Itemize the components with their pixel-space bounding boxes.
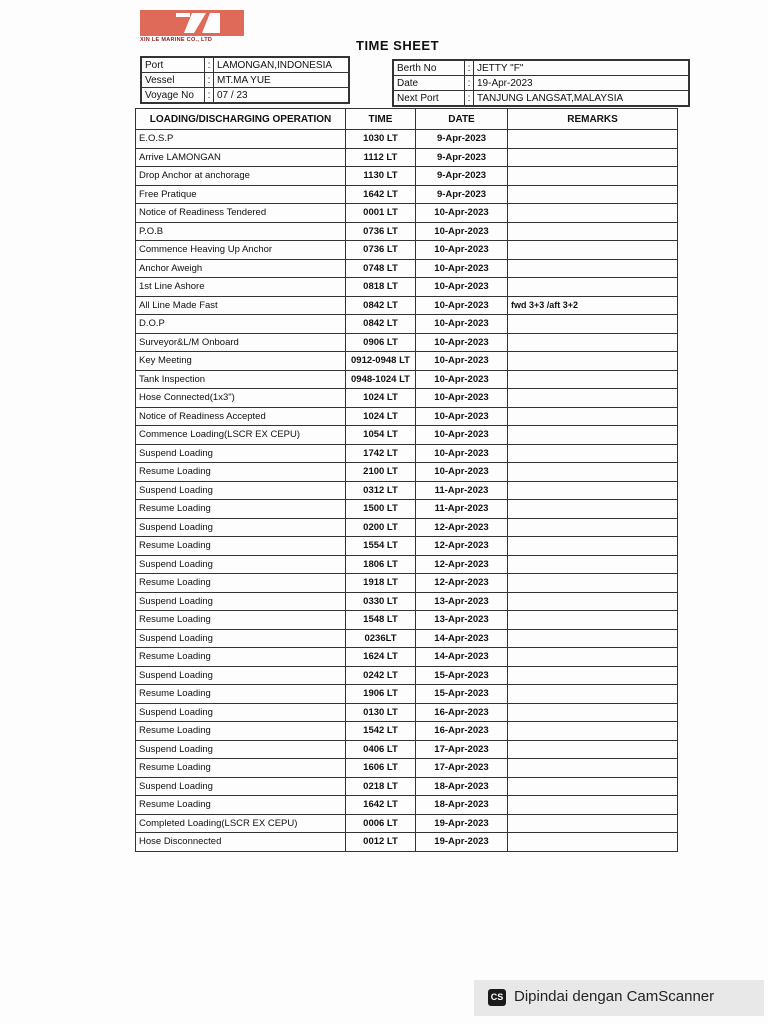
remarks-cell xyxy=(508,740,678,759)
time-cell: 1606 LT xyxy=(346,759,416,778)
time-cell: 0330 LT xyxy=(346,592,416,611)
operation-cell: Suspend Loading xyxy=(136,592,346,611)
time-cell: 1806 LT xyxy=(346,555,416,574)
remarks-cell xyxy=(508,777,678,796)
table-row xyxy=(136,222,678,241)
table-row xyxy=(136,389,678,408)
date-cell: 12-Apr-2023 xyxy=(416,574,508,593)
header-left-label: Voyage No xyxy=(142,88,205,103)
remarks-cell xyxy=(508,685,678,704)
header-right-row xyxy=(394,91,689,106)
time-cell: 0736 LT xyxy=(346,222,416,241)
table-row xyxy=(136,722,678,741)
column-header-date: DATE xyxy=(416,109,508,130)
time-cell: 1642 LT xyxy=(346,796,416,815)
remarks-cell xyxy=(508,518,678,537)
table-header-row xyxy=(136,109,678,130)
operation-cell: Suspend Loading xyxy=(136,777,346,796)
time-cell: 0948-1024 LT xyxy=(346,370,416,389)
date-cell: 10-Apr-2023 xyxy=(416,352,508,371)
table-row xyxy=(136,574,678,593)
table-row xyxy=(136,629,678,648)
time-cell: 1030 LT xyxy=(346,130,416,149)
time-cell: 1918 LT xyxy=(346,574,416,593)
operation-cell: Resume Loading xyxy=(136,500,346,519)
remarks-cell xyxy=(508,315,678,334)
operation-cell: Resume Loading xyxy=(136,611,346,630)
table-row xyxy=(136,333,678,352)
table-row xyxy=(136,777,678,796)
operation-cell: Suspend Loading xyxy=(136,444,346,463)
header-left-row xyxy=(142,73,349,88)
page-title: TIME SHEET xyxy=(356,38,440,53)
time-cell: 0218 LT xyxy=(346,777,416,796)
remarks-cell xyxy=(508,204,678,223)
remarks-cell xyxy=(508,611,678,630)
operation-cell: Suspend Loading xyxy=(136,555,346,574)
operation-cell: Resume Loading xyxy=(136,574,346,593)
operation-cell: Resume Loading xyxy=(136,648,346,667)
operation-cell: Suspend Loading xyxy=(136,481,346,500)
header-left-row xyxy=(142,58,349,73)
header-left-separator: : xyxy=(205,58,214,73)
time-cell: 0001 LT xyxy=(346,204,416,223)
date-cell: 10-Apr-2023 xyxy=(416,204,508,223)
operation-cell: 1st Line Ashore xyxy=(136,278,346,297)
operation-cell: Anchor Aweigh xyxy=(136,259,346,278)
operation-cell: Resume Loading xyxy=(136,463,346,482)
table-row xyxy=(136,167,678,186)
remarks-cell xyxy=(508,259,678,278)
header-right-row xyxy=(394,76,689,91)
date-cell: 10-Apr-2023 xyxy=(416,296,508,315)
date-cell: 16-Apr-2023 xyxy=(416,703,508,722)
table-row xyxy=(136,444,678,463)
date-cell: 17-Apr-2023 xyxy=(416,759,508,778)
table-row xyxy=(136,426,678,445)
header-left-box xyxy=(140,56,350,104)
remarks-cell xyxy=(508,666,678,685)
table-row xyxy=(136,481,678,500)
table-row xyxy=(136,204,678,223)
header-right-separator: : xyxy=(465,61,474,76)
table-row xyxy=(136,685,678,704)
date-cell: 10-Apr-2023 xyxy=(416,241,508,260)
time-cell: 0006 LT xyxy=(346,814,416,833)
table-row xyxy=(136,259,678,278)
table-row xyxy=(136,278,678,297)
operation-cell: Suspend Loading xyxy=(136,740,346,759)
operation-cell: P.O.B xyxy=(136,222,346,241)
table-row xyxy=(136,500,678,519)
table-row xyxy=(136,555,678,574)
table-row xyxy=(136,241,678,260)
date-cell: 13-Apr-2023 xyxy=(416,592,508,611)
table-row xyxy=(136,833,678,852)
table-row xyxy=(136,296,678,315)
operation-cell: Surveyor&L/M Onboard xyxy=(136,333,346,352)
remarks-cell xyxy=(508,185,678,204)
remarks-cell xyxy=(508,555,678,574)
table-row xyxy=(136,740,678,759)
operation-cell: Notice of Readiness Tendered xyxy=(136,204,346,223)
date-cell: 10-Apr-2023 xyxy=(416,315,508,334)
time-cell: 1112 LT xyxy=(346,148,416,167)
table-row xyxy=(136,407,678,426)
operation-cell: D.O.P xyxy=(136,315,346,334)
date-cell: 10-Apr-2023 xyxy=(416,259,508,278)
remarks-cell xyxy=(508,352,678,371)
operation-cell: Resume Loading xyxy=(136,537,346,556)
operation-cell: Tank Inspection xyxy=(136,370,346,389)
operation-cell: Suspend Loading xyxy=(136,518,346,537)
table-row xyxy=(136,352,678,371)
remarks-cell xyxy=(508,148,678,167)
header-left-value: MT.MA YUE xyxy=(214,73,349,88)
operation-cell: Arrive LAMONGAN xyxy=(136,148,346,167)
date-cell: 9-Apr-2023 xyxy=(416,185,508,204)
time-cell: 0842 LT xyxy=(346,296,416,315)
operation-cell: All Line Made Fast xyxy=(136,296,346,315)
table-row xyxy=(136,759,678,778)
remarks-cell xyxy=(508,389,678,408)
remarks-cell: fwd 3+3 /aft 3+2 xyxy=(508,296,678,315)
header-left-separator: : xyxy=(205,88,214,103)
operation-cell: Free Pratique xyxy=(136,185,346,204)
table-row xyxy=(136,611,678,630)
table-row xyxy=(136,814,678,833)
header-right-value: TANJUNG LANGSAT,MALAYSIA xyxy=(474,91,689,106)
time-cell: 2100 LT xyxy=(346,463,416,482)
remarks-cell xyxy=(508,796,678,815)
header-left-separator: : xyxy=(205,73,214,88)
remarks-cell xyxy=(508,537,678,556)
time-cell: 1548 LT xyxy=(346,611,416,630)
remarks-cell xyxy=(508,130,678,149)
time-cell: 0818 LT xyxy=(346,278,416,297)
date-cell: 12-Apr-2023 xyxy=(416,537,508,556)
operation-cell: Drop Anchor at anchorage xyxy=(136,167,346,186)
time-cell: 0748 LT xyxy=(346,259,416,278)
operation-cell: Notice of Readiness Accepted xyxy=(136,407,346,426)
header-right-label: Date xyxy=(394,76,465,91)
table-row xyxy=(136,463,678,482)
remarks-cell xyxy=(508,500,678,519)
date-cell: 17-Apr-2023 xyxy=(416,740,508,759)
date-cell: 15-Apr-2023 xyxy=(416,666,508,685)
table-row xyxy=(136,315,678,334)
remarks-cell xyxy=(508,481,678,500)
time-cell: 0236LT xyxy=(346,629,416,648)
operation-cell: Suspend Loading xyxy=(136,666,346,685)
header-right-separator: : xyxy=(465,91,474,106)
table-row xyxy=(136,666,678,685)
remarks-cell xyxy=(508,648,678,667)
date-cell: 11-Apr-2023 xyxy=(416,500,508,519)
header-left-label: Vessel xyxy=(142,73,205,88)
remarks-cell xyxy=(508,722,678,741)
operation-cell: Commence Heaving Up Anchor xyxy=(136,241,346,260)
header-right-value: JETTY "F" xyxy=(474,61,689,76)
operation-cell: Key Meeting xyxy=(136,352,346,371)
operation-cell: Hose Disconnected xyxy=(136,833,346,852)
header-left-value: LAMONGAN,INDONESIA xyxy=(214,58,349,73)
date-cell: 9-Apr-2023 xyxy=(416,148,508,167)
time-cell: 0912-0948 LT xyxy=(346,352,416,371)
time-cell: 0012 LT xyxy=(346,833,416,852)
date-cell: 10-Apr-2023 xyxy=(416,463,508,482)
remarks-cell xyxy=(508,370,678,389)
remarks-cell xyxy=(508,278,678,297)
time-cell: 0200 LT xyxy=(346,518,416,537)
date-cell: 18-Apr-2023 xyxy=(416,777,508,796)
date-cell: 19-Apr-2023 xyxy=(416,814,508,833)
time-cell: 1024 LT xyxy=(346,407,416,426)
date-cell: 10-Apr-2023 xyxy=(416,407,508,426)
remarks-cell xyxy=(508,426,678,445)
table-row xyxy=(136,185,678,204)
remarks-cell xyxy=(508,574,678,593)
operation-cell: Resume Loading xyxy=(136,685,346,704)
header-right-value: 19-Apr-2023 xyxy=(474,76,689,91)
column-header-time: TIME xyxy=(346,109,416,130)
date-cell: 9-Apr-2023 xyxy=(416,130,508,149)
remarks-cell xyxy=(508,703,678,722)
company-logo xyxy=(140,10,244,46)
column-header-remarks: REMARKS xyxy=(508,109,678,130)
date-cell: 11-Apr-2023 xyxy=(416,481,508,500)
table-row xyxy=(136,703,678,722)
company-logo-text: XIN LE MARINE CO., LTD xyxy=(140,37,213,43)
remarks-cell xyxy=(508,407,678,426)
date-cell: 13-Apr-2023 xyxy=(416,611,508,630)
operation-cell: Completed Loading(LSCR EX CEPU) xyxy=(136,814,346,833)
remarks-cell xyxy=(508,814,678,833)
date-cell: 15-Apr-2023 xyxy=(416,685,508,704)
remarks-cell xyxy=(508,629,678,648)
date-cell: 19-Apr-2023 xyxy=(416,833,508,852)
date-cell: 10-Apr-2023 xyxy=(416,389,508,408)
operation-cell: Resume Loading xyxy=(136,759,346,778)
date-cell: 10-Apr-2023 xyxy=(416,278,508,297)
time-cell: 1642 LT xyxy=(346,185,416,204)
operation-cell: Suspend Loading xyxy=(136,703,346,722)
time-cell: 1554 LT xyxy=(346,537,416,556)
time-cell: 0842 LT xyxy=(346,315,416,334)
table-row xyxy=(136,518,678,537)
operation-cell: E.O.S.P xyxy=(136,130,346,149)
date-cell: 10-Apr-2023 xyxy=(416,222,508,241)
camscanner-icon: CS xyxy=(488,989,506,1006)
time-cell: 1906 LT xyxy=(346,685,416,704)
header-right-label: Next Port xyxy=(394,91,465,106)
remarks-cell xyxy=(508,463,678,482)
table-row xyxy=(136,130,678,149)
time-cell: 1054 LT xyxy=(346,426,416,445)
time-cell: 0242 LT xyxy=(346,666,416,685)
time-cell: 1130 LT xyxy=(346,167,416,186)
date-cell: 14-Apr-2023 xyxy=(416,629,508,648)
date-cell: 10-Apr-2023 xyxy=(416,333,508,352)
time-cell: 1500 LT xyxy=(346,500,416,519)
time-cell: 1024 LT xyxy=(346,389,416,408)
header-left-row xyxy=(142,88,349,103)
date-cell: 18-Apr-2023 xyxy=(416,796,508,815)
date-cell: 16-Apr-2023 xyxy=(416,722,508,741)
operation-cell: Resume Loading xyxy=(136,722,346,741)
header-right-row xyxy=(394,61,689,76)
remarks-cell xyxy=(508,833,678,852)
time-cell: 0736 LT xyxy=(346,241,416,260)
operation-cell: Resume Loading xyxy=(136,796,346,815)
remarks-cell xyxy=(508,241,678,260)
time-cell: 0406 LT xyxy=(346,740,416,759)
time-cell: 0906 LT xyxy=(346,333,416,352)
remarks-cell xyxy=(508,167,678,186)
table-row xyxy=(136,648,678,667)
column-header-operation: LOADING/DISCHARGING OPERATION xyxy=(136,109,346,130)
remarks-cell xyxy=(508,333,678,352)
header-left-value: 07 / 23 xyxy=(214,88,349,103)
remarks-cell xyxy=(508,222,678,241)
table-row xyxy=(136,148,678,167)
camscanner-text: Dipindai dengan CamScanner xyxy=(514,988,715,1005)
date-cell: 12-Apr-2023 xyxy=(416,555,508,574)
operation-cell: Hose Connected(1x3") xyxy=(136,389,346,408)
timesheet-table xyxy=(135,108,678,852)
time-cell: 1542 LT xyxy=(346,722,416,741)
operation-cell: Suspend Loading xyxy=(136,629,346,648)
operation-cell: Commence Loading(LSCR EX CEPU) xyxy=(136,426,346,445)
time-cell: 0130 LT xyxy=(346,703,416,722)
date-cell: 12-Apr-2023 xyxy=(416,518,508,537)
date-cell: 10-Apr-2023 xyxy=(416,444,508,463)
remarks-cell xyxy=(508,444,678,463)
table-row xyxy=(136,796,678,815)
time-cell: 1742 LT xyxy=(346,444,416,463)
date-cell: 9-Apr-2023 xyxy=(416,167,508,186)
company-logo-mark xyxy=(140,10,244,36)
time-cell: 0312 LT xyxy=(346,481,416,500)
camscanner-watermark xyxy=(474,980,764,1016)
header-left-label: Port xyxy=(142,58,205,73)
header-right-box xyxy=(392,59,690,107)
date-cell: 10-Apr-2023 xyxy=(416,370,508,389)
table-row xyxy=(136,537,678,556)
date-cell: 14-Apr-2023 xyxy=(416,648,508,667)
header-right-label: Berth No xyxy=(394,61,465,76)
remarks-cell xyxy=(508,759,678,778)
date-cell: 10-Apr-2023 xyxy=(416,426,508,445)
table-row xyxy=(136,370,678,389)
table-row xyxy=(136,592,678,611)
time-cell: 1624 LT xyxy=(346,648,416,667)
header-right-separator: : xyxy=(465,76,474,91)
remarks-cell xyxy=(508,592,678,611)
